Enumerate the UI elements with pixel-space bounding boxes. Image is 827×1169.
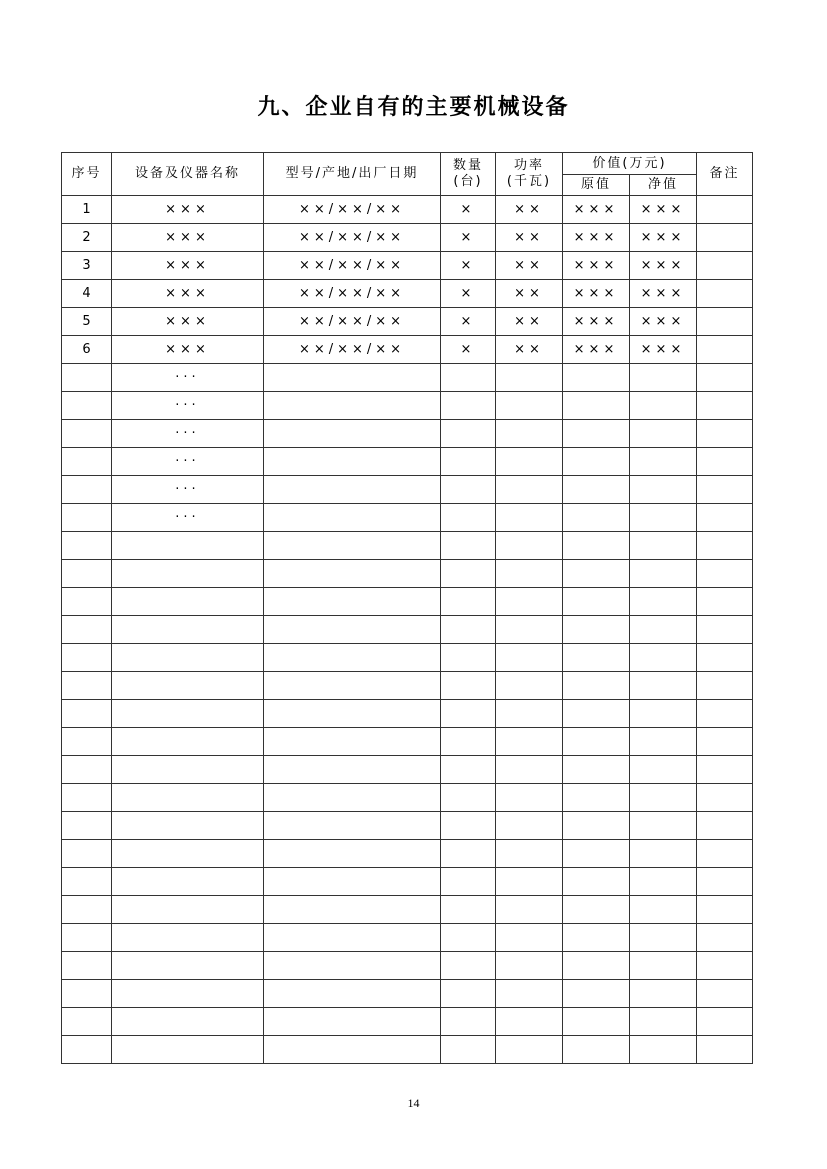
- name-cell: ×××: [112, 336, 264, 364]
- net-value-cell: ×××: [630, 336, 697, 364]
- remark-cell: [697, 784, 753, 812]
- model-cell: ××/××/××: [264, 280, 441, 308]
- seq-cell: [62, 392, 112, 420]
- original-value-cell: ×××: [563, 196, 630, 224]
- model-cell: [264, 616, 441, 644]
- name-cell: ···: [112, 364, 264, 392]
- remark-cell: [697, 392, 753, 420]
- quantity-cell: [441, 588, 496, 616]
- model-cell: [264, 840, 441, 868]
- header-power-line1: 功率: [513, 158, 544, 173]
- name-cell: ×××: [112, 308, 264, 336]
- power-cell: [496, 476, 563, 504]
- remark-cell: [697, 420, 753, 448]
- model-cell: [264, 980, 441, 1008]
- remark-cell: [697, 280, 753, 308]
- name-cell: ×××: [112, 196, 264, 224]
- quantity-cell: [441, 616, 496, 644]
- table-row: [62, 728, 753, 756]
- equipment-table: [61, 152, 753, 1064]
- net-value-cell: [630, 364, 697, 392]
- power-cell: [496, 616, 563, 644]
- net-value-cell: [630, 700, 697, 728]
- table-row: [62, 784, 753, 812]
- original-value-cell: [563, 896, 630, 924]
- table-body: [62, 196, 753, 1064]
- original-value-cell: [563, 980, 630, 1008]
- seq-cell: [62, 952, 112, 980]
- seq-cell: [62, 644, 112, 672]
- original-value-cell: [563, 672, 630, 700]
- model-cell: [264, 728, 441, 756]
- name-cell: ···: [112, 448, 264, 476]
- quantity-cell: ×: [441, 224, 496, 252]
- power-cell: ××: [496, 196, 563, 224]
- table-row: [62, 896, 753, 924]
- seq-cell: [62, 896, 112, 924]
- original-value-cell: [563, 952, 630, 980]
- table-row: [62, 868, 753, 896]
- power-cell: [496, 672, 563, 700]
- power-cell: ××: [496, 308, 563, 336]
- remark-cell: [697, 896, 753, 924]
- table-row: [62, 1008, 753, 1036]
- net-value-cell: [630, 784, 697, 812]
- table-row: [62, 476, 753, 504]
- table-row: [62, 980, 753, 1008]
- power-cell: [496, 644, 563, 672]
- remark-cell: [697, 364, 753, 392]
- remark-cell: [697, 224, 753, 252]
- seq-cell: [62, 448, 112, 476]
- remark-cell: [697, 616, 753, 644]
- model-cell: [264, 560, 441, 588]
- quantity-cell: [441, 756, 496, 784]
- power-cell: [496, 812, 563, 840]
- seq-cell: [62, 420, 112, 448]
- net-value-cell: [630, 924, 697, 952]
- table-row: [62, 224, 753, 252]
- table-row: [62, 588, 753, 616]
- seq-cell: [62, 700, 112, 728]
- original-value-cell: ×××: [563, 308, 630, 336]
- table-row: [62, 644, 753, 672]
- original-value-cell: [563, 868, 630, 896]
- quantity-cell: [441, 364, 496, 392]
- power-cell: ××: [496, 336, 563, 364]
- quantity-cell: ×: [441, 196, 496, 224]
- name-cell: ···: [112, 476, 264, 504]
- table-row: [62, 1036, 753, 1064]
- remark-cell: [697, 308, 753, 336]
- remark-cell: [697, 868, 753, 896]
- net-value-cell: [630, 1036, 697, 1064]
- header-value: 价值(万元): [563, 153, 697, 175]
- seq-cell: [62, 1008, 112, 1036]
- original-value-cell: [563, 448, 630, 476]
- original-value-cell: [563, 588, 630, 616]
- table-row: [62, 504, 753, 532]
- quantity-cell: [441, 700, 496, 728]
- net-value-cell: [630, 616, 697, 644]
- net-value-cell: [630, 420, 697, 448]
- seq-cell: 4: [62, 280, 112, 308]
- net-value-cell: [630, 896, 697, 924]
- remark-cell: [697, 812, 753, 840]
- seq-cell: [62, 504, 112, 532]
- name-cell: [112, 812, 264, 840]
- quantity-cell: [441, 1036, 496, 1064]
- power-cell: [496, 560, 563, 588]
- original-value-cell: [563, 756, 630, 784]
- power-cell: [496, 364, 563, 392]
- power-cell: [496, 896, 563, 924]
- model-cell: [264, 644, 441, 672]
- model-cell: [264, 532, 441, 560]
- name-cell: [112, 644, 264, 672]
- power-cell: [496, 392, 563, 420]
- seq-cell: [62, 812, 112, 840]
- seq-cell: [62, 784, 112, 812]
- net-value-cell: ×××: [630, 252, 697, 280]
- quantity-cell: [441, 448, 496, 476]
- power-cell: [496, 532, 563, 560]
- header-name: 设备及仪器名称: [112, 153, 264, 196]
- original-value-cell: [563, 476, 630, 504]
- original-value-cell: [563, 504, 630, 532]
- table-row: [62, 700, 753, 728]
- header-seq: 序号: [62, 153, 112, 196]
- original-value-cell: [563, 532, 630, 560]
- net-value-cell: [630, 728, 697, 756]
- original-value-cell: [563, 700, 630, 728]
- seq-cell: 2: [62, 224, 112, 252]
- seq-cell: [62, 840, 112, 868]
- table-row: [62, 392, 753, 420]
- name-cell: [112, 980, 264, 1008]
- power-cell: [496, 504, 563, 532]
- net-value-cell: [630, 1008, 697, 1036]
- model-cell: [264, 504, 441, 532]
- name-cell: ×××: [112, 280, 264, 308]
- table-row: [62, 420, 753, 448]
- original-value-cell: ×××: [563, 252, 630, 280]
- net-value-cell: [630, 392, 697, 420]
- name-cell: ···: [112, 392, 264, 420]
- seq-cell: [62, 364, 112, 392]
- original-value-cell: [563, 728, 630, 756]
- header-quantity: [441, 153, 496, 196]
- original-value-cell: [563, 784, 630, 812]
- net-value-cell: [630, 756, 697, 784]
- power-cell: [496, 924, 563, 952]
- net-value-cell: [630, 980, 697, 1008]
- quantity-cell: [441, 476, 496, 504]
- name-cell: [112, 672, 264, 700]
- remark-cell: [697, 448, 753, 476]
- model-cell: [264, 924, 441, 952]
- original-value-cell: ×××: [563, 280, 630, 308]
- seq-cell: [62, 756, 112, 784]
- model-cell: [264, 1036, 441, 1064]
- remark-cell: [697, 728, 753, 756]
- quantity-cell: [441, 812, 496, 840]
- seq-cell: [62, 728, 112, 756]
- original-value-cell: [563, 392, 630, 420]
- name-cell: [112, 952, 264, 980]
- name-cell: ···: [112, 504, 264, 532]
- model-cell: [264, 868, 441, 896]
- remark-cell: [697, 476, 753, 504]
- seq-cell: 5: [62, 308, 112, 336]
- model-cell: [264, 392, 441, 420]
- power-cell: [496, 700, 563, 728]
- original-value-cell: [563, 1036, 630, 1064]
- power-cell: [496, 1036, 563, 1064]
- quantity-cell: [441, 504, 496, 532]
- net-value-cell: [630, 560, 697, 588]
- seq-cell: [62, 588, 112, 616]
- power-cell: [496, 420, 563, 448]
- original-value-cell: [563, 644, 630, 672]
- power-cell: [496, 728, 563, 756]
- model-cell: ××/××/××: [264, 252, 441, 280]
- name-cell: [112, 616, 264, 644]
- table-row: [62, 672, 753, 700]
- quantity-cell: [441, 420, 496, 448]
- model-cell: [264, 784, 441, 812]
- net-value-cell: [630, 952, 697, 980]
- table-row: [62, 364, 753, 392]
- power-cell: ××: [496, 224, 563, 252]
- header-remark: 备注: [697, 153, 753, 196]
- header-power: [496, 153, 563, 196]
- net-value-cell: ×××: [630, 280, 697, 308]
- table-row: [62, 448, 753, 476]
- name-cell: [112, 868, 264, 896]
- remark-cell: [697, 336, 753, 364]
- model-cell: [264, 476, 441, 504]
- name-cell: [112, 700, 264, 728]
- name-cell: [112, 728, 264, 756]
- model-cell: ××/××/××: [264, 336, 441, 364]
- remark-cell: [697, 504, 753, 532]
- table-row: [62, 280, 753, 308]
- table-row: [62, 756, 753, 784]
- quantity-cell: [441, 392, 496, 420]
- net-value-cell: [630, 448, 697, 476]
- quantity-cell: ×: [441, 252, 496, 280]
- power-cell: [496, 448, 563, 476]
- net-value-cell: [630, 812, 697, 840]
- table-row: [62, 196, 753, 224]
- quantity-cell: ×: [441, 280, 496, 308]
- quantity-cell: [441, 1008, 496, 1036]
- table-row: [62, 560, 753, 588]
- seq-cell: [62, 980, 112, 1008]
- name-cell: [112, 896, 264, 924]
- table-row: [62, 924, 753, 952]
- net-value-cell: [630, 504, 697, 532]
- model-cell: ××/××/××: [264, 308, 441, 336]
- name-cell: [112, 756, 264, 784]
- power-cell: [496, 588, 563, 616]
- seq-cell: [62, 672, 112, 700]
- net-value-cell: [630, 840, 697, 868]
- remark-cell: [697, 924, 753, 952]
- power-cell: [496, 1008, 563, 1036]
- name-cell: [112, 588, 264, 616]
- original-value-cell: [563, 924, 630, 952]
- net-value-cell: ×××: [630, 196, 697, 224]
- power-cell: ××: [496, 280, 563, 308]
- remark-cell: [697, 196, 753, 224]
- quantity-cell: [441, 840, 496, 868]
- original-value-cell: [563, 560, 630, 588]
- name-cell: [112, 532, 264, 560]
- remark-cell: [697, 644, 753, 672]
- seq-cell: [62, 560, 112, 588]
- quantity-cell: [441, 728, 496, 756]
- model-cell: [264, 672, 441, 700]
- header-power-line2: (千瓦): [506, 174, 552, 189]
- model-cell: [264, 812, 441, 840]
- remark-cell: [697, 588, 753, 616]
- original-value-cell: [563, 364, 630, 392]
- seq-cell: 1: [62, 196, 112, 224]
- quantity-cell: ×: [441, 308, 496, 336]
- model-cell: [264, 1008, 441, 1036]
- net-value-cell: ×××: [630, 308, 697, 336]
- model-cell: [264, 420, 441, 448]
- header-model: 型号/产地/出厂日期: [264, 153, 441, 196]
- page-number: 14: [407, 1096, 420, 1110]
- original-value-cell: [563, 420, 630, 448]
- power-cell: [496, 784, 563, 812]
- name-cell: [112, 1036, 264, 1064]
- name-cell: [112, 840, 264, 868]
- seq-cell: [62, 616, 112, 644]
- name-cell: ×××: [112, 224, 264, 252]
- quantity-cell: [441, 896, 496, 924]
- remark-cell: [697, 980, 753, 1008]
- table-row: [62, 308, 753, 336]
- name-cell: ×××: [112, 252, 264, 280]
- remark-cell: [697, 672, 753, 700]
- net-value-cell: [630, 532, 697, 560]
- name-cell: [112, 784, 264, 812]
- table-row: [62, 252, 753, 280]
- remark-cell: [697, 560, 753, 588]
- power-cell: ××: [496, 252, 563, 280]
- model-cell: [264, 588, 441, 616]
- quantity-cell: [441, 644, 496, 672]
- net-value-cell: [630, 588, 697, 616]
- model-cell: [264, 364, 441, 392]
- table-row: [62, 840, 753, 868]
- name-cell: ···: [112, 420, 264, 448]
- table-row: [62, 532, 753, 560]
- page-title: 九、企业自有的主要机械设备: [257, 95, 570, 120]
- net-value-cell: [630, 672, 697, 700]
- seq-cell: [62, 924, 112, 952]
- power-cell: [496, 868, 563, 896]
- quantity-cell: [441, 868, 496, 896]
- seq-cell: [62, 532, 112, 560]
- model-cell: [264, 952, 441, 980]
- header-original-value: 原值: [563, 175, 630, 196]
- net-value-cell: [630, 644, 697, 672]
- model-cell: [264, 756, 441, 784]
- table-row: [62, 336, 753, 364]
- quantity-cell: [441, 952, 496, 980]
- model-cell: [264, 448, 441, 476]
- power-cell: [496, 840, 563, 868]
- original-value-cell: ×××: [563, 224, 630, 252]
- model-cell: ××/××/××: [264, 224, 441, 252]
- model-cell: [264, 700, 441, 728]
- header-net-value: 净值: [630, 175, 697, 196]
- remark-cell: [697, 1008, 753, 1036]
- header-quantity-line1: 数量: [452, 158, 483, 173]
- quantity-cell: [441, 980, 496, 1008]
- remark-cell: [697, 532, 753, 560]
- seq-cell: [62, 1036, 112, 1064]
- original-value-cell: [563, 812, 630, 840]
- table-row: [62, 616, 753, 644]
- quantity-cell: [441, 784, 496, 812]
- quantity-cell: [441, 924, 496, 952]
- quantity-cell: [441, 560, 496, 588]
- table-row: [62, 952, 753, 980]
- original-value-cell: [563, 616, 630, 644]
- name-cell: [112, 924, 264, 952]
- model-cell: ××/××/××: [264, 196, 441, 224]
- seq-cell: 3: [62, 252, 112, 280]
- power-cell: [496, 980, 563, 1008]
- original-value-cell: [563, 840, 630, 868]
- remark-cell: [697, 700, 753, 728]
- name-cell: [112, 1008, 264, 1036]
- remark-cell: [697, 252, 753, 280]
- quantity-cell: [441, 672, 496, 700]
- name-cell: [112, 560, 264, 588]
- seq-cell: [62, 868, 112, 896]
- remark-cell: [697, 952, 753, 980]
- remark-cell: [697, 840, 753, 868]
- seq-cell: 6: [62, 336, 112, 364]
- seq-cell: [62, 476, 112, 504]
- net-value-cell: [630, 476, 697, 504]
- net-value-cell: ×××: [630, 224, 697, 252]
- net-value-cell: [630, 868, 697, 896]
- remark-cell: [697, 1036, 753, 1064]
- table-row: [62, 812, 753, 840]
- original-value-cell: [563, 1008, 630, 1036]
- quantity-cell: [441, 532, 496, 560]
- power-cell: [496, 756, 563, 784]
- remark-cell: [697, 756, 753, 784]
- original-value-cell: ×××: [563, 336, 630, 364]
- model-cell: [264, 896, 441, 924]
- power-cell: [496, 952, 563, 980]
- quantity-cell: ×: [441, 336, 496, 364]
- header-quantity-line2: (台): [453, 174, 483, 189]
